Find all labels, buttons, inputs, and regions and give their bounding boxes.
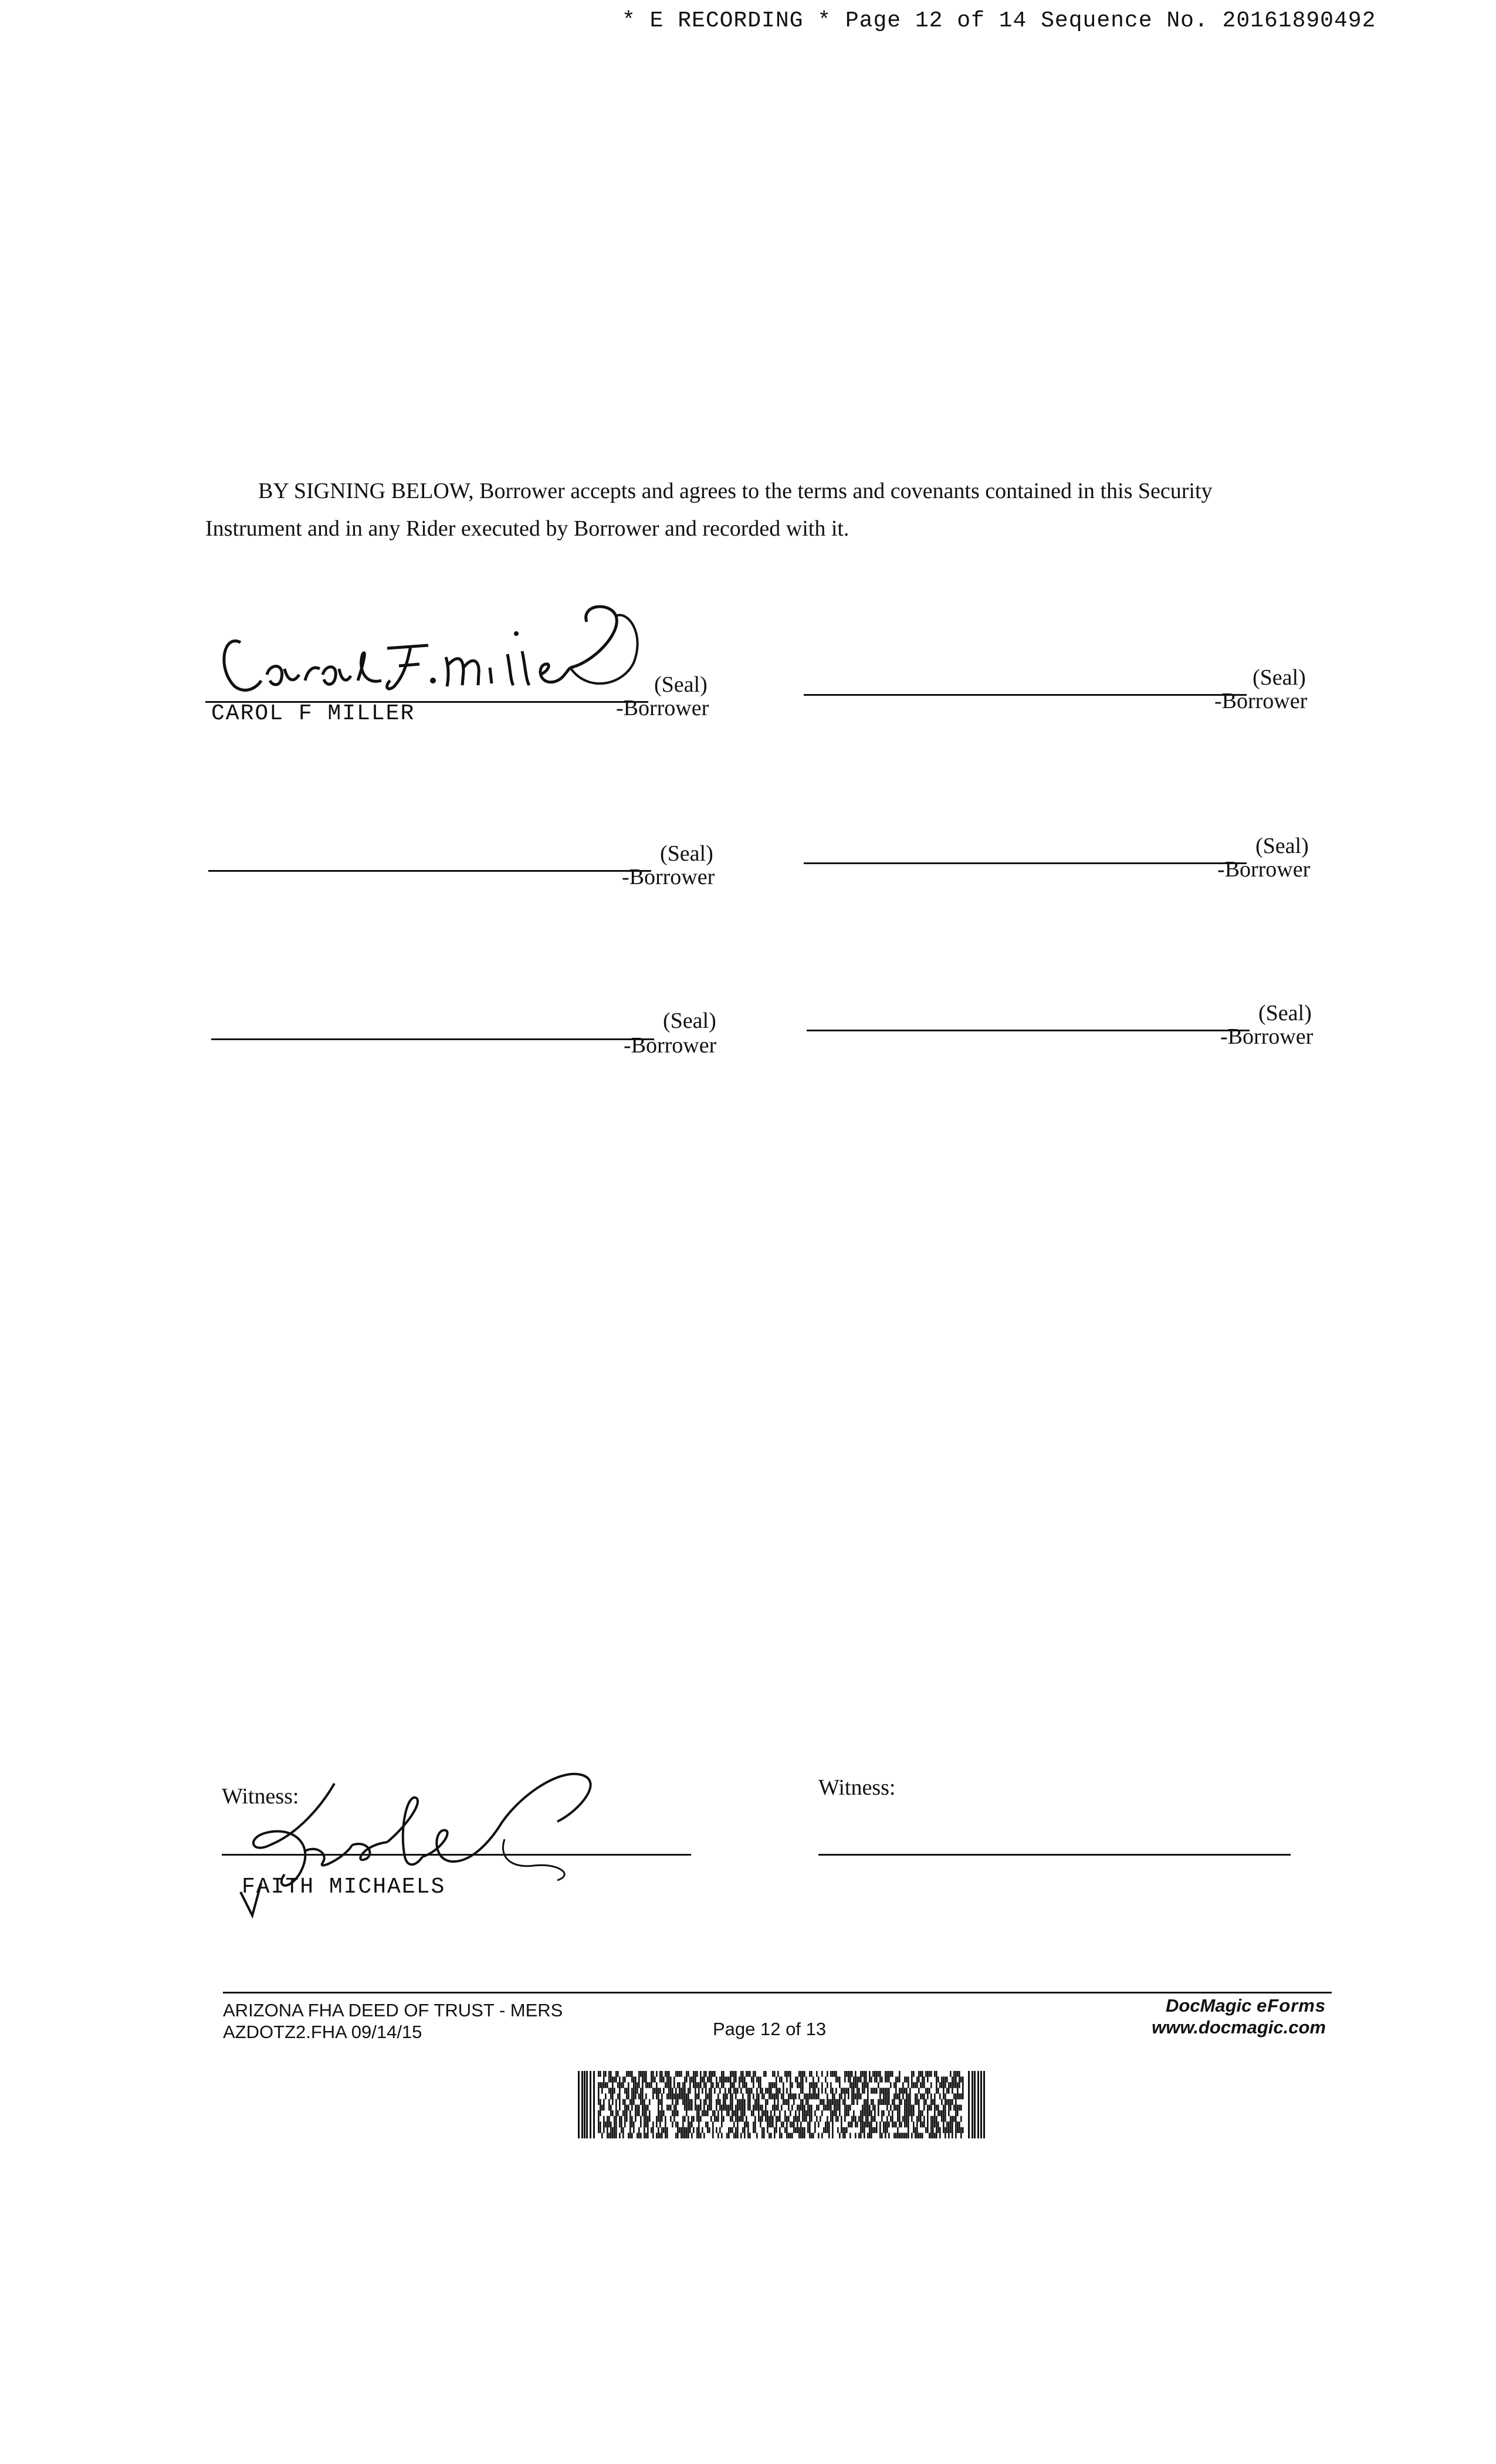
borrower-label: -Borrower xyxy=(616,696,709,720)
agreement-paragraph xyxy=(205,472,1320,547)
borrower-label: -Borrower xyxy=(1220,1024,1314,1049)
agreement-line-1: BY SIGNING BELOW, Borrower accepts and agrees to the terms and covenants contained in this Security xyxy=(258,479,1213,503)
witness-label: Witness: xyxy=(818,1775,896,1800)
borrower-label: -Borrower xyxy=(1214,689,1308,713)
brand-eforms: eForms xyxy=(1257,1995,1326,2016)
document-barcode xyxy=(578,2071,986,2138)
seal-label: (Seal) xyxy=(660,841,713,866)
witness-signature-line xyxy=(818,1854,1291,1856)
signature-line xyxy=(211,1038,654,1040)
signature-line xyxy=(804,694,1247,696)
witness-label: Witness: xyxy=(222,1784,299,1809)
docmagic-branding xyxy=(1152,1995,1326,2038)
seal-label: (Seal) xyxy=(1258,1001,1312,1025)
borrower-handwritten-signature xyxy=(211,598,657,704)
brand-name: DocMagic xyxy=(1165,1995,1252,2016)
recording-header: * E RECORDING * Page 12 of 14 Sequence No. 20161890492 xyxy=(622,8,1376,33)
agreement-line-2: Instrument and in any Rider executed by Borrower and recorded with it. xyxy=(205,516,849,541)
borrower-printed-name: CAROL F MILLER xyxy=(211,701,415,726)
form-identifier xyxy=(223,1999,563,2043)
signature-line xyxy=(804,862,1247,864)
seal-label: (Seal) xyxy=(1255,834,1309,858)
seal-label: (Seal) xyxy=(654,672,708,697)
borrower-label: -Borrower xyxy=(1217,857,1311,882)
borrower-label: -Borrower xyxy=(622,865,715,889)
form-code: AZDOTZ2.FHA 09/14/15 xyxy=(223,2022,422,2042)
seal-label: (Seal) xyxy=(663,1008,716,1033)
brand-website: www.docmagic.com xyxy=(1152,2017,1326,2037)
footer-rule xyxy=(223,1992,1332,1993)
witness-printed-name: FAITH MICHAELS xyxy=(242,1874,446,1900)
signature-line xyxy=(208,870,651,872)
witness-signature-line xyxy=(222,1854,691,1856)
seal-label: (Seal) xyxy=(1253,665,1306,690)
borrower-label: -Borrower xyxy=(624,1033,717,1058)
signature-line xyxy=(807,1030,1250,1031)
form-title: ARIZONA FHA DEED OF TRUST - MERS xyxy=(223,2000,563,2020)
page-number: Page 12 of 13 xyxy=(713,2019,827,2039)
